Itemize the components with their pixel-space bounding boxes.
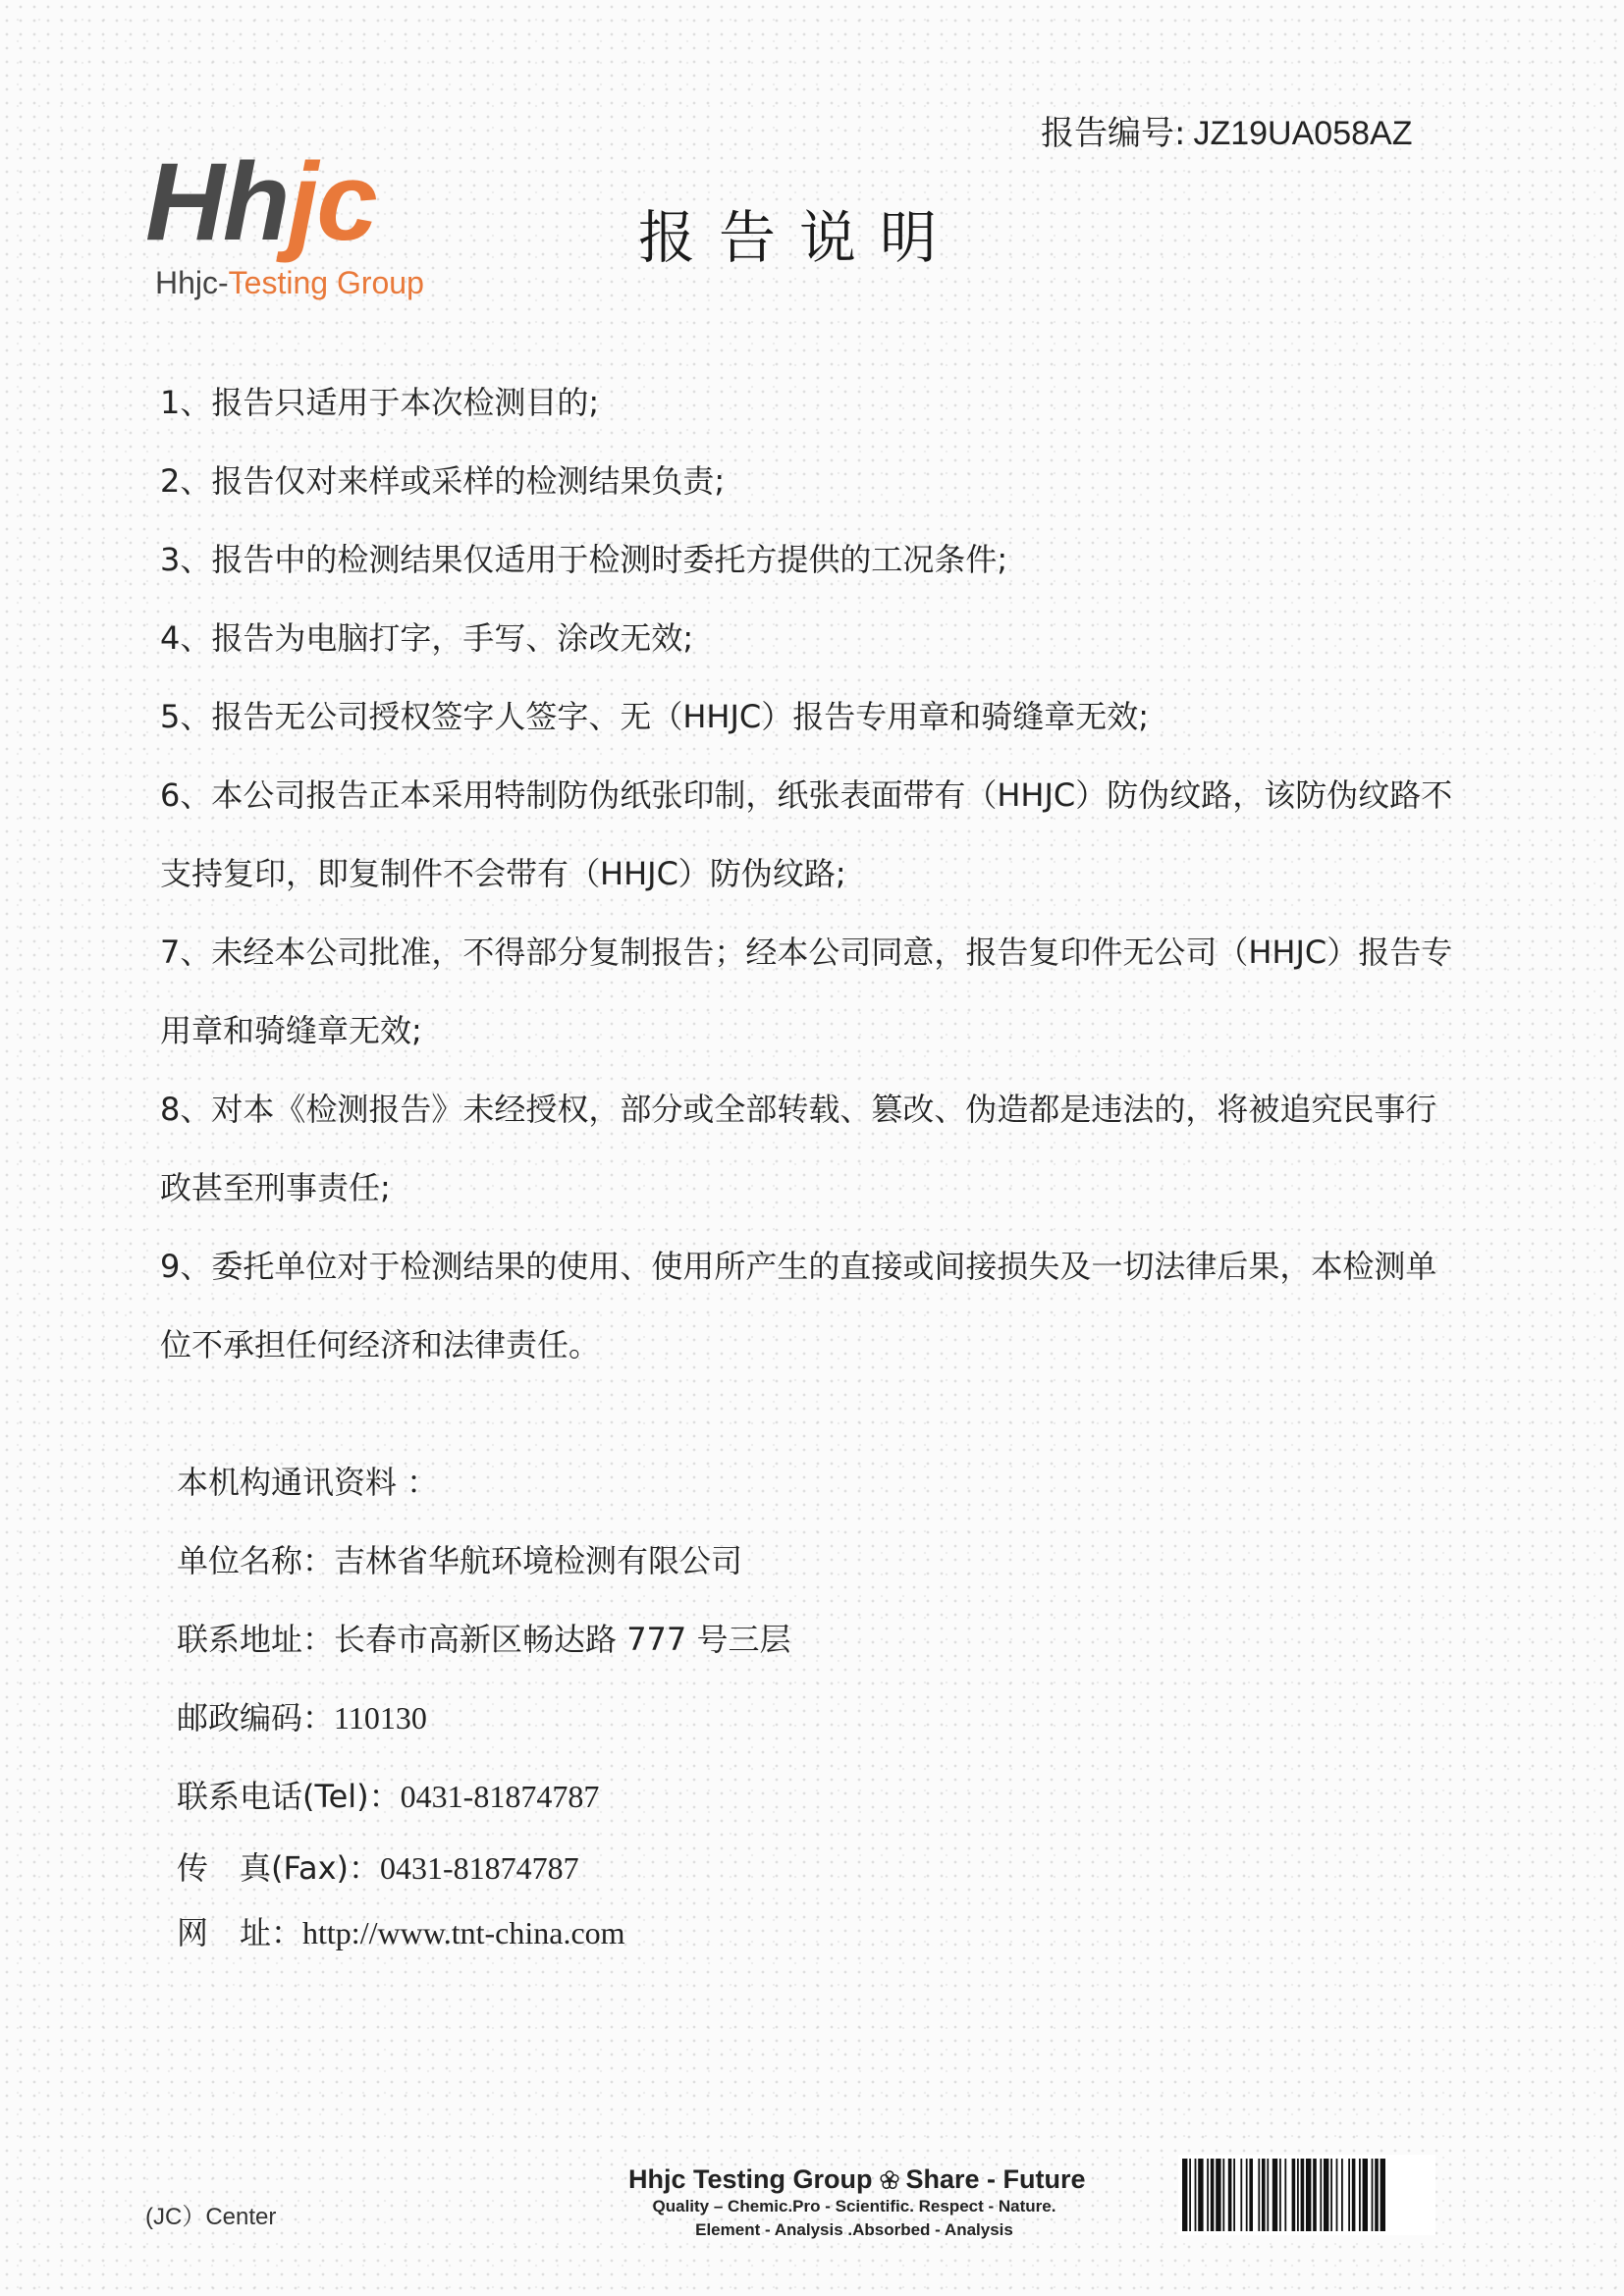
contact-unit-label: 单位名称： (177, 1542, 335, 1579)
footer-slogan: Share - Future (905, 2164, 1086, 2194)
barcode-icon (1178, 2155, 1435, 2235)
logo-mark (145, 140, 376, 263)
logo-subtitle-orange: Testing Group (228, 265, 424, 300)
contact-fax-value: 0431-81874787 (380, 1850, 579, 1886)
contact-unit-value: 吉林省华航环境检测有限公司 (334, 1542, 743, 1579)
contact-postcode-label: 邮政编码： (177, 1699, 335, 1736)
contact-web-value: http://www.tnt-china.com (302, 1915, 625, 1950)
footer-brand-block (628, 2164, 1086, 2242)
term-item-3: 3、报告中的检测结果仅适用于检测时委托方提供的工况条件; (160, 541, 1008, 578)
contact-fax (177, 1836, 1257, 1900)
contact-fax-label: 传 真(Fax)： (177, 1849, 380, 1887)
logo-mark-orange: jc (288, 140, 376, 263)
footer-tagline-1: Quality – Chemic.Pro - Scientific. Respect - Nature. (652, 2197, 1056, 2216)
logo-subtitle-gray: Hhjc- (155, 265, 229, 300)
report-number-value: JZ19UA058AZ (1193, 115, 1413, 152)
flower-icon (879, 2169, 900, 2191)
term-item-8: 8、对本《检测报告》未经授权，部分或全部转载、篡改、伪造都是违法的，将被追究民事行政甚至刑事责任; (160, 1091, 1437, 1206)
contact-postcode-value: 110130 (334, 1700, 427, 1735)
term-item-6: 6、本公司报告正本采用特制防伪纸张印制，纸张表面带有（HHJC）防伪纹路，该防伪纹路不支持复印，即复制件不会带有（HHJC）防伪纹路; (160, 776, 1453, 892)
contact-unit (177, 1522, 1257, 1600)
company-logo (145, 140, 460, 314)
contact-address-label: 联系地址： (177, 1621, 335, 1658)
term-item-9: 9、委托单位对于检测结果的使用、使用所产生的直接或间接损失及一切法律后果，本检测单位不承担任何经济和法律责任。 (160, 1248, 1437, 1363)
contact-address (177, 1600, 1257, 1679)
contact-web-label: 网 址： (177, 1914, 303, 1951)
term-item-2: 2、报告仅对来样或采样的检测结果负责; (160, 462, 726, 500)
logo-subtitle (155, 265, 424, 301)
term-item-7: 7、未经本公司批准，不得部分复制报告；经本公司同意，报告复印件无公司（HHJC）报告专用章和骑缝章无效; (160, 934, 1453, 1049)
report-number (1041, 106, 1412, 154)
report-number-label: 报告编号: (1041, 114, 1186, 153)
contact-tel-value: 0431-81874787 (400, 1779, 600, 1814)
logo-mark-gray: Hh (145, 140, 289, 263)
footer-tagline-2: Element - Analysis .Absorbed - Analysis (695, 2220, 1013, 2239)
contact-tel (177, 1757, 1257, 1836)
term-item-4: 4、报告为电脑打字，手写、涂改无效; (160, 619, 694, 657)
term-item-5: 5、报告无公司授权签字人签字、无（HHJC）报告专用章和骑缝章无效; (160, 698, 1150, 735)
footer-brand-line (628, 2164, 1086, 2195)
contact-address-value: 长春市高新区畅达路 777 号三层 (334, 1621, 791, 1658)
contact-heading: 本机构通讯资料 ： (177, 1464, 439, 1501)
contact-tel-label: 联系电话(Tel)： (177, 1778, 401, 1815)
contact-web (177, 1900, 1257, 1965)
contact-postcode (177, 1679, 1257, 1757)
term-item-1: 1、报告只适用于本次检测目的; (160, 384, 600, 421)
footer-brand: Hhjc Testing Group (628, 2164, 873, 2194)
footer-center-label: (JC）Center (145, 2204, 277, 2230)
contact-info (177, 1443, 1257, 1965)
terms-list (160, 363, 1466, 1384)
page-title: 报告说明 (638, 204, 961, 271)
